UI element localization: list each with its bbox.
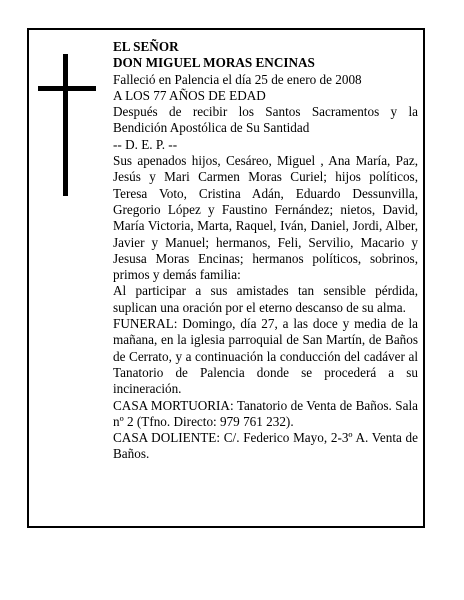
funeral-info: FUNERAL: Domingo, día 27, a las doce y media de la mañana, en la iglesia parroquial de San Martín, de Baños de Cerrato, y a continuación la conducción del cadáver al Tanatorio de Palencia donde se procederá a su incineración.	[113, 316, 418, 397]
sacraments-text: Después de recibir los Santos Sacramentos y la Bendición Apostólica de Su Santidad	[113, 104, 418, 136]
deceased-name: DON MIGUEL MORAS ENCINAS	[113, 55, 315, 71]
death-info: Falleció en Palencia el día 25 de enero de 2008	[113, 71, 362, 87]
age-at-death: A LOS 77 AÑOS DE EDAD	[113, 87, 266, 103]
obituary-text	[113, 39, 418, 463]
mortuary-info: CASA MORTUORIA: Tanatorio de Venta de Baños. Sala nº 2 (Tfno. Directo: 979 761 232).	[113, 397, 418, 429]
family-list: Sus apenados hijos, Cesáreo, Miguel , Ana María, Paz, Jesús y Mari Carmen Moras Curiel; hijos políticos, Teresa Voto, Cristina Adán, Eduardo Dessunvilla, Gregorio López y Faustino Fernández; nietos, David, María Victoria, Marta, Raquel, Iván, Daniel, Jordi, Alber, Javier y Manuel; hermanos, Feli, Servilio, Macario y Jesusa Moras Encinas; hermanos políticos, sobrinos, primos y demás familia:	[113, 153, 418, 283]
mourning-house-info: CASA DOLIENTE: C/. Federico Mayo, 2-3º A. Venta de Baños.	[113, 430, 418, 462]
dep-text: -- D. E. P. --	[113, 136, 178, 152]
cross-horizontal-bar	[38, 86, 96, 91]
cross-vertical-bar	[63, 54, 68, 196]
cross-icon	[38, 54, 96, 196]
prayer-request: Al participar a sus amistades tan sensible pérdida, suplican una oración por el eterno descanso de su alma.	[113, 283, 418, 315]
title-line-1: EL SEÑOR	[113, 39, 179, 54]
